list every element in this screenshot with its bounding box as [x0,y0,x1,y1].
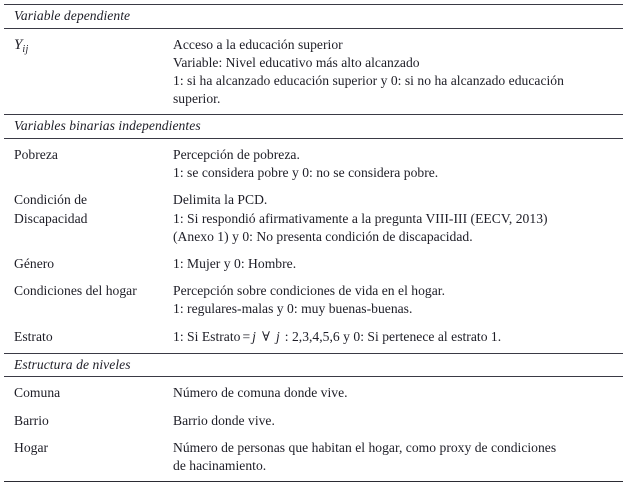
description-line: 1: se considera pobre y 0: no se considera pobre. [173,165,439,181]
row-term-comuna: Comuna [14,385,61,401]
description-line: Barrio donde vive. [173,412,275,428]
math-variable-subscript: ij [22,43,29,55]
section-title-binarias: Variables binarias independientes [4,115,623,139]
row-term-pobreza: Pobreza [14,147,58,162]
description-line: Número de comuna donde vive. [173,385,348,401]
term-line: Condiciones del [14,283,103,299]
row-term-genero: Género [14,256,55,272]
math-forall-symbol: ∀ [261,329,270,345]
row-description-barrio [168,407,623,434]
math-equals: = [242,328,251,344]
table-row [4,186,623,250]
row-description-condicion-discapacidad [168,186,623,250]
section-title-dependiente: Variable dependiente [4,5,623,29]
row-description-hogar [168,434,623,482]
description-line: Número de personas que habitan el hogar, como proxy de condiciones [173,439,557,455]
section-header-row [4,353,623,377]
description-line: Percepción sobre condiciones de vida en el hogar. [173,283,446,299]
term-line: Discapacidad [14,210,88,226]
variable-definition-table [4,4,623,482]
row-term-barrio: Barrio [14,412,49,428]
row-term-condicion-discapacidad [4,186,168,250]
section-header-row [4,5,623,29]
section-title-niveles: Estructura de niveles [4,353,623,377]
math-prefix: 1: Si Estrato [173,328,241,344]
table-row [4,323,623,354]
table-row [4,277,623,322]
table-row [4,377,623,407]
row-term-hogar: Hogar [4,434,168,482]
row-description-yij [168,28,623,115]
row-description-pobreza [168,139,623,187]
description-line: Variable: Nivel educativo más alto alcanzado [173,54,420,70]
description-line-math [173,328,621,347]
row-description-condiciones-hogar [168,277,623,322]
variable-definition-table-container [0,4,627,489]
math-var-j-1: j [252,328,256,344]
description-line: Delimita la PCD. [173,192,268,208]
description-line: 1: si ha alcanzado educación superior y 0: si no ha alcanzado educación [173,73,564,88]
section-header-row [4,115,623,139]
math-variable-y [14,37,29,53]
row-description-genero [168,250,623,277]
table-body [4,5,623,482]
table-row [4,250,623,277]
description-line: Percepción de pobreza. [173,147,300,162]
math-variable-base: Y [14,36,23,53]
description-line: 1: Mujer y 0: Hombre. [173,256,297,272]
description-line: (Anexo 1) y 0: No presenta condición de discapacidad. [173,228,473,244]
table-row [4,28,623,115]
term-line: hogar [105,283,137,299]
row-term-estrato: Estrato [14,328,53,344]
description-line: de hacinamiento. [173,458,267,474]
table-row [4,407,623,434]
row-description-estrato [168,323,623,354]
table-row [4,139,623,187]
term-line: Condición de [14,192,88,208]
row-description-comuna [168,377,623,407]
math-suffix: : 2,3,4,5,6 y 0: Si pertenece al estrato 1. [284,328,502,344]
description-line: Acceso a la educación superior [173,36,343,52]
description-line: 1: regulares-malas y 0: muy buenas-buenas. [173,301,413,317]
table-row [4,434,623,482]
math-var-j-2: j [275,328,280,344]
description-line: 1: Si respondió afirmativamente a la pregunta VIII-III (EECV, 2013) [173,210,548,226]
description-line: superior. [173,91,221,107]
row-term-yij [4,28,168,115]
row-term-condiciones-hogar [4,277,168,322]
